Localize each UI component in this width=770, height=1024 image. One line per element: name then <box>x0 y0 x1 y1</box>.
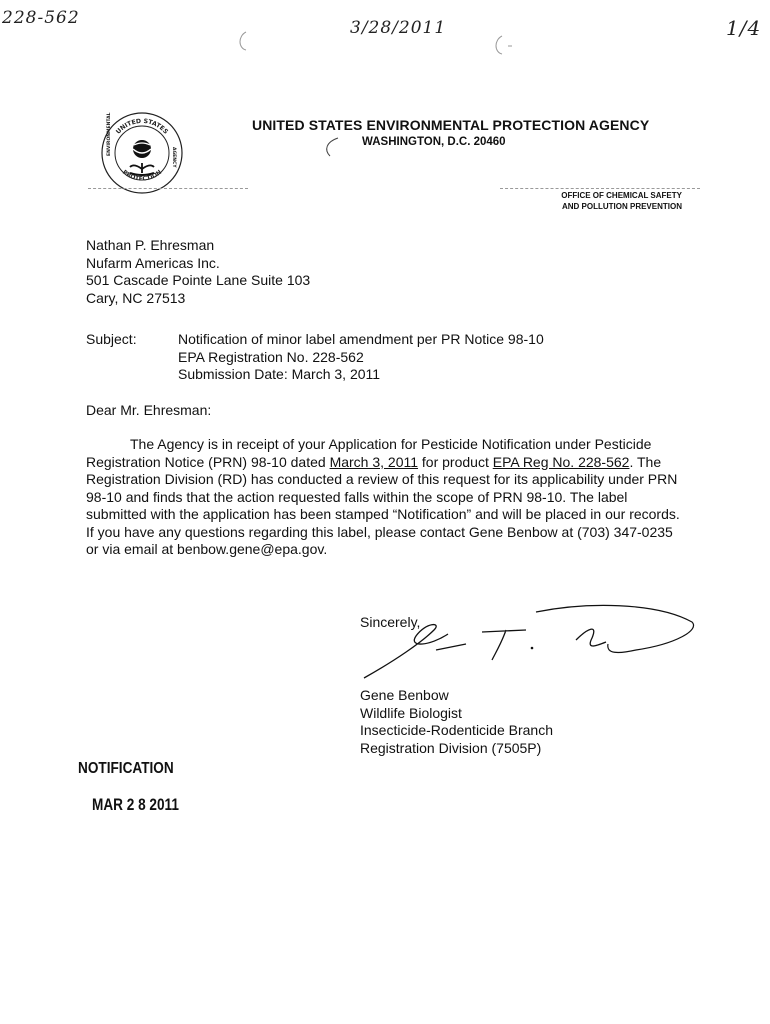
closing: Sincerely, <box>360 614 421 630</box>
recipient-city: Cary, NC 27513 <box>86 289 186 306</box>
subject-line-2: EPA Registration No. 228-562 <box>178 348 364 365</box>
seal-text-bottom: PROTECTION <box>120 168 164 183</box>
subject-label: Subject: <box>86 331 137 347</box>
submission-date-underlined: March 3, 2011 <box>329 453 419 470</box>
body-text-2: for product <box>418 453 493 470</box>
body-paragraph <box>86 436 686 559</box>
agency-city: WASHINGTON, D.C. 20460 <box>362 136 506 148</box>
seal-text-left: ENVIRONMENTAL <box>107 112 112 156</box>
subject-lines <box>178 331 544 384</box>
handwritten-date: 3/28/2011 <box>350 18 447 38</box>
header-rule-left <box>88 188 248 189</box>
seal-text-top: UNITED STATES <box>114 117 170 136</box>
recipient-street: 501 Cascade Pointe Lane Suite 103 <box>86 272 311 288</box>
subject-line-3: Submission Date: March 3, 2011 <box>178 366 381 382</box>
signature-block <box>360 687 553 757</box>
handwritten-page: 1/4 <box>726 16 762 40</box>
reg-number-underlined: EPA Reg No. 228-562 <box>492 453 630 470</box>
office-name <box>520 190 682 212</box>
handwritten-reg-number: 228-562 <box>2 8 80 28</box>
recipient-company: Nufarm Americas Inc. <box>86 254 220 271</box>
subject-line-1: Notification of minor label amendment per PR Notice 98-10 <box>178 331 544 347</box>
stamp-date: MAR 2 8 2011 <box>92 795 179 814</box>
punch-hole-marks <box>236 22 536 58</box>
svg-text:UNITED STATES <box>115 118 169 136</box>
body-text-1: The Agency is in receipt of your Application for Pesticide Notification under Pesticide Registration Notice (PRN) 98-10 dated <box>86 436 652 470</box>
signer-division: Registration Division (7505P) <box>360 739 542 756</box>
notification-stamp: NOTIFICATION <box>78 760 174 777</box>
signer-name: Gene Benbow <box>360 687 449 703</box>
signer-title: Wildlife Biologist <box>360 704 462 721</box>
recipient-address <box>86 237 310 307</box>
body-text-3: . The Registration Division (RD) has conducted a review of this request for its applicability under PRN 98-10 and finds that the action requested falls within the scope of PRN 98-10. The label submitted with the application has been stamped “Notification” and will be placed in our records. If you have any questions regarding this label, please contact Gene Benbow at (703) 347-0235 or via email at benbow.gene@epa.gov. <box>86 453 680 557</box>
office-line-1: OFFICE OF CHEMICAL SAFETY <box>561 191 682 200</box>
office-line-2: AND POLLUTION PREVENTION <box>561 202 682 211</box>
handwritten-signature <box>356 600 701 686</box>
signer-branch: Insecticide-Rodenticide Branch <box>360 722 553 738</box>
epa-seal-logo <box>100 111 184 195</box>
recipient-name: Nathan P. Ehresman <box>86 237 215 253</box>
salutation: Dear Mr. Ehresman: <box>86 402 212 418</box>
seal-text-right: AGENCY <box>171 147 176 168</box>
pen-mark <box>322 134 342 158</box>
agency-name: UNITED STATES ENVIRONMENTAL PROTECTION AGENCY <box>252 117 650 133</box>
header-rule-right <box>500 188 700 189</box>
